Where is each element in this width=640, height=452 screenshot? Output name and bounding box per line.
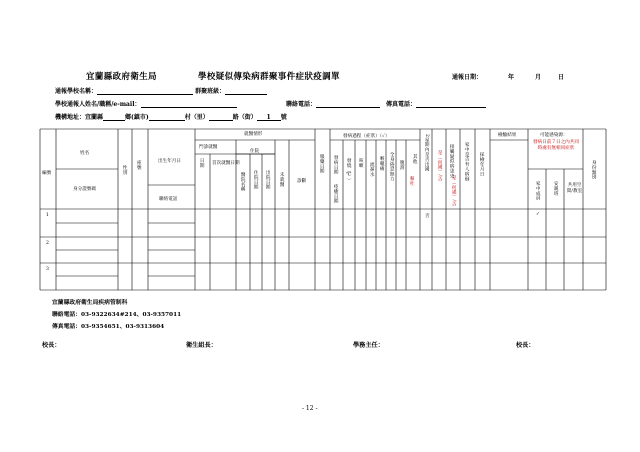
- page-number: - 12 -: [302, 405, 318, 412]
- form-title: 學校疑似傳染病群聚事件症狀疫調單: [198, 71, 340, 81]
- col-contact-hist: 接觸疑似病患史: [449, 144, 455, 179]
- col-cough: 咳嗽: [358, 158, 364, 168]
- col-diagnosis: 診斷: [297, 179, 307, 184]
- col-travel: 2星期內是否出國: [424, 134, 430, 172]
- row-3-serial: 3: [46, 267, 49, 272]
- col-onset-date: 發病日期: [333, 155, 339, 175]
- col-first-visit: 首次就醫日期: [212, 161, 240, 166]
- sig-academic-director: 學務主任：: [353, 342, 384, 349]
- village-label: 村（里）: [184, 114, 209, 121]
- row-1-serial: 1: [46, 213, 49, 218]
- col-lab-result: 檢驗結果: [498, 133, 517, 138]
- col-travel-opt: 是（何國）/否: [437, 150, 443, 182]
- report-date-label: 通報日期：: [452, 74, 483, 81]
- row-1-family-check: ✓: [536, 212, 540, 217]
- col-runny-nose: 流鼻水: [369, 162, 375, 177]
- col-sex: 性別: [122, 165, 128, 175]
- col-admit-date: 住院日期: [253, 170, 259, 190]
- school-name-label: 通報學校名稱：: [55, 88, 98, 95]
- row-2-serial: 2: [46, 241, 49, 246]
- number-label: 號: [280, 114, 287, 121]
- row-1-travel: 否: [425, 214, 430, 219]
- footer-phone: 聯絡電話：03-9322634#214、03-9357011: [52, 312, 182, 318]
- col-classmate: 安親班: [553, 181, 559, 196]
- col-role: 身份類別: [591, 160, 597, 180]
- col-first-visit-date: 日期: [199, 158, 205, 168]
- sig-filler: 校長：: [516, 342, 535, 349]
- col-hospital-name: 醫院名稱: [240, 172, 246, 192]
- col-fatigue: 全身倦怠無力: [389, 152, 395, 182]
- col-contact-phone: 聯絡電話: [159, 197, 178, 202]
- col-birthday: 出生年月日: [158, 159, 181, 164]
- col-sore-throat: 喉嚨痛: [379, 156, 385, 171]
- lane-value: 1: [257, 114, 271, 121]
- col-family-member: 家中成員: [535, 181, 541, 201]
- col-class-no: 座號: [136, 160, 142, 170]
- phone-label: 聯絡電話：: [286, 101, 317, 108]
- township-label: 鄉(鎮市): [125, 114, 149, 121]
- address-label: 機構地址：宜蘭縣: [55, 114, 104, 121]
- col-recover-date: 痊癒日期: [333, 184, 339, 204]
- col-family: 家中是否有人病倒: [464, 142, 470, 182]
- col-outpatient: 門診就醫: [199, 145, 218, 150]
- footer-fax: 傳真電話：03-9354651、03-9313604: [52, 324, 165, 330]
- col-hospitalized: 住院: [250, 149, 260, 154]
- col-fever: 發燒（℃）: [346, 158, 352, 183]
- sig-principal: 校長：: [42, 342, 61, 349]
- report-year: 年: [508, 74, 515, 81]
- class-label: 群聚班級：: [195, 88, 226, 95]
- col-lab: 採檢年月日: [479, 152, 485, 177]
- col-dose-date: 服藥日期: [319, 154, 325, 174]
- col-note-title: 可能感染源：: [540, 133, 568, 138]
- col-treatment: 就醫情形: [244, 132, 263, 137]
- col-colleague: 共用空間/教室: [566, 183, 583, 194]
- road-label: 路（街）: [232, 114, 257, 121]
- reporter-label: 學校通報人姓名/職稱/e-mail：: [55, 101, 141, 108]
- col-discharge-date: 出院日期: [265, 170, 271, 190]
- report-day: 日: [558, 74, 565, 81]
- col-serial: 編號: [42, 171, 52, 176]
- col-diarrhea: 腹瀉: [399, 160, 405, 170]
- col-contact-opt: 是（何處）/否: [451, 175, 457, 207]
- col-vomit: 嘔吐: [409, 176, 415, 186]
- col-others: 其他: [412, 154, 418, 164]
- col-not-treated: 未就醫: [279, 172, 285, 187]
- col-onset: 發病過程（症狀）（✓）: [343, 134, 390, 139]
- sig-section-chief: 衛生組長：: [186, 342, 217, 349]
- col-name: 姓名: [80, 151, 90, 156]
- report-month: 月: [535, 74, 542, 81]
- col-note-red: 發病日前７日之內共同時處有無相同症狀: [533, 140, 579, 151]
- fax-label: 傳真電話：: [386, 101, 417, 108]
- col-id-no: 身分證號碼: [73, 187, 96, 192]
- bureau-title: 宜蘭縣政府衛生局: [86, 71, 157, 81]
- footer-org: 宜蘭縣政府衛生局疾病管制科: [52, 300, 128, 306]
